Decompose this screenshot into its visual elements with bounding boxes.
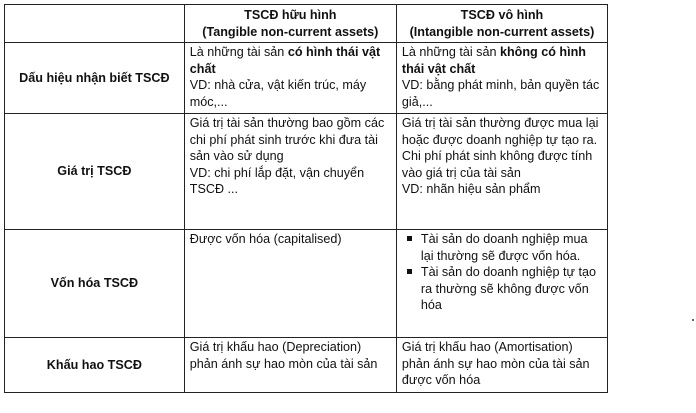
table-row — [5, 338, 608, 393]
row-label-identification: Dấu hiệu nhận biết TSCĐ — [5, 43, 185, 114]
intangible-value-text: Giá trị tài sản thường được mua lại hoặc được doanh nghiệp tự tạo ra. Chi phí phát sinh không được tính vào giá trị của tài sản — [401, 116, 599, 180]
table-row — [5, 43, 608, 114]
tscd-comparison-table — [4, 4, 608, 393]
header-empty-cell — [5, 5, 185, 43]
cell-tangible-capitalisation — [184, 230, 396, 338]
cell-intangible-identification — [396, 43, 607, 114]
intangible-depreciation-text: Giá trị khấu hao (Amortisation) phản ánh sự hao mòn của tài sản được vốn hóa — [401, 340, 590, 387]
header-intangible — [396, 5, 607, 43]
row-label-value: Giá trị TSCĐ — [5, 114, 185, 230]
table-row — [5, 230, 608, 338]
cell-intangible-depreciation — [396, 338, 607, 393]
list-item: Tài sản do doanh nghiệp tự tạo ra thường sẽ không được vốn hóa — [421, 264, 602, 314]
cell-tangible-depreciation — [184, 338, 396, 393]
header-tangible — [184, 5, 396, 43]
header-row — [5, 5, 608, 43]
table-row — [5, 114, 608, 230]
capitalisation-bullet-list — [402, 231, 602, 314]
header-intangible-title: TSCĐ vô hình — [460, 8, 544, 22]
tangible-identification-example: VD: nhà cửa, vật kiến trúc, máy móc,... — [189, 78, 367, 109]
tangible-depreciation-text: Giá trị khấu hao (Depreciation) phản ánh sự hao mòn của tài sản — [189, 340, 378, 371]
list-item: Tài sản do doanh nghiệp mua lại thường sẽ được vốn hóa. — [421, 231, 602, 264]
tangible-identification-prefix: Là những tài sản — [189, 45, 288, 59]
intangible-identification-prefix: Là những tài sản — [401, 45, 500, 59]
cell-intangible-value — [396, 114, 607, 230]
intangible-value-example: VD: nhãn hiệu sản phẩm — [401, 182, 541, 196]
header-intangible-subtitle: (Intangible non-current assets) — [409, 24, 595, 39]
row-label-capitalisation: Vốn hóa TSCĐ — [5, 230, 185, 338]
intangible-identification-bold: không có hình thái vật chất — [401, 45, 587, 76]
cell-intangible-capitalisation — [396, 230, 607, 338]
tangible-identification-bold: có hình thái vật chất — [189, 45, 381, 76]
header-tangible-title: TSCĐ hữu hình — [244, 8, 337, 22]
tangible-value-example: VD: chi phí lắp đặt, vận chuyển TSCĐ ... — [189, 165, 365, 196]
tangible-capitalisation-text: Được vốn hóa (capitalised) — [189, 232, 342, 246]
stray-mark — [692, 319, 694, 321]
cell-tangible-identification — [184, 43, 396, 114]
row-label-depreciation: Khấu hao TSCĐ — [5, 338, 185, 393]
cell-tangible-value — [184, 114, 396, 230]
header-tangible-subtitle: (Tangible non-current assets) — [202, 24, 379, 39]
intangible-identification-example: VD: bằng phát minh, bản quyền tác giả,... — [401, 78, 600, 109]
tangible-value-text: Giá trị tài sản thường bao gồm các chi phí phát sinh trước khi đưa tài sản vào sử dụng — [189, 116, 385, 163]
